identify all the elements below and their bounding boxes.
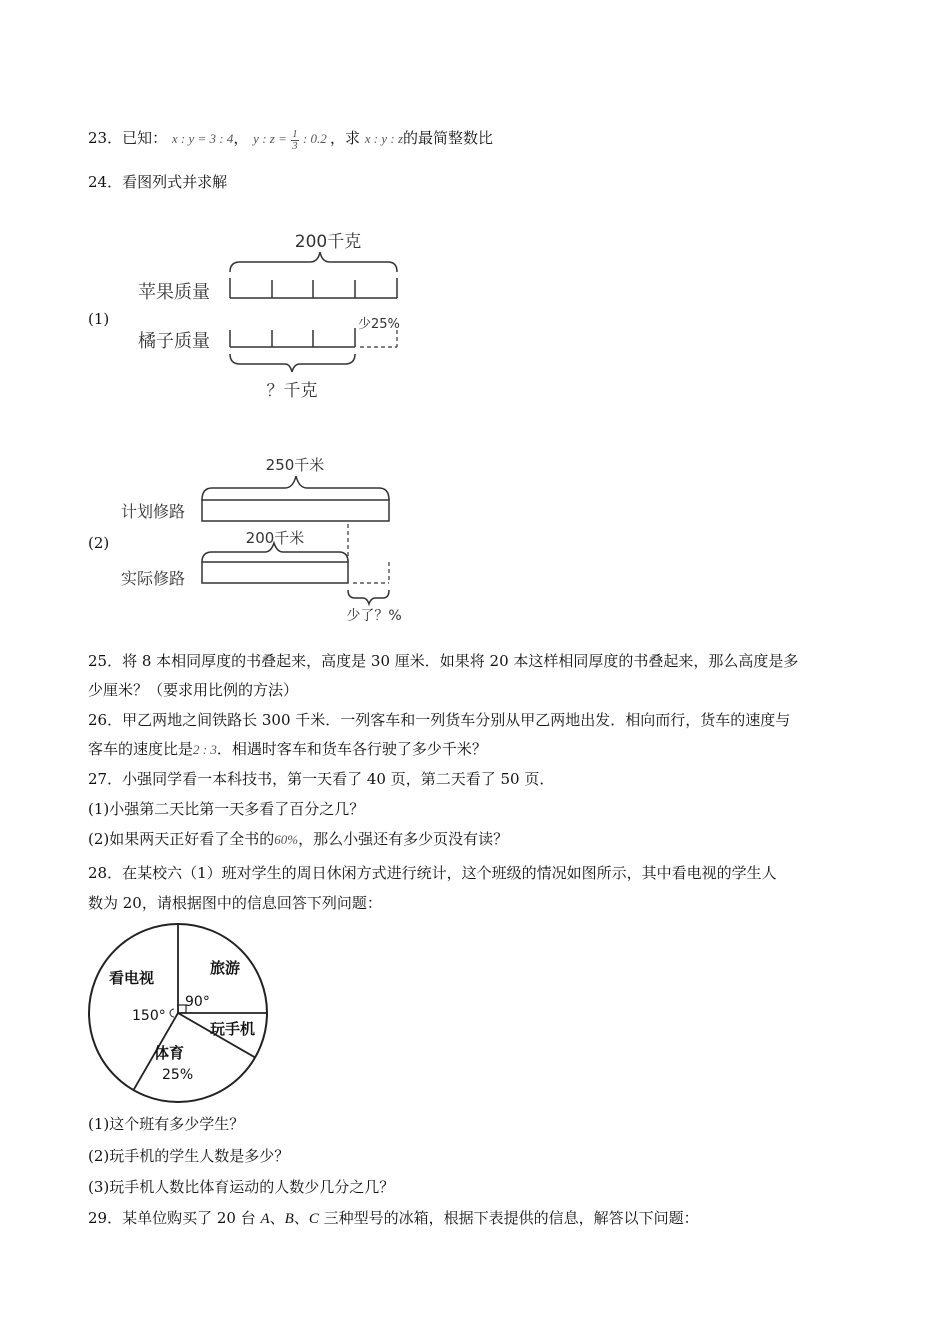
pie-value-1: 150° [132,1008,166,1024]
pie-label-1: 看电视 [109,969,155,987]
pie-label-2: 旅游 [210,959,241,977]
speed-ratio: 2 : 3 [193,742,217,757]
bottom-brace [230,354,355,372]
road-diagram [115,450,415,630]
less-25-label: 少25% [358,317,400,332]
shortfall-brace [348,590,389,604]
orange-mass-label: ？千克 [266,381,318,401]
pie-label-3: 玩手机 [210,1020,256,1038]
pie-value-4: 25% [162,1067,194,1083]
orange-missing-segment [360,330,397,347]
question-26-line-2: 客车的速度比是2 : 3．相遇时客车和货车各行驶了多少千米？ [88,740,487,758]
question-25-line-2: 少厘米？（要求用比例的方法） [88,681,299,699]
question-28-sub-3: (3)玩手机人数比体育运动的人数少几分之几？ [88,1178,395,1196]
question-26-line-1: 26．甲乙两地之间铁路长 300 千米．一列客车和一列货车分别从甲乙两地出发．相向而行，货车的速度与 [88,711,791,729]
planned-brace [202,476,389,500]
part-2-label: (2) [88,534,110,552]
question-28-sub-1: (1)这个班有多少学生？ [88,1115,245,1133]
apple-row-label: 苹果质量 [138,282,210,303]
pie-value-2: 90° [185,994,210,1010]
orange-row-label: 橘子质量 [138,331,210,352]
angle-arc-marker [170,1009,174,1017]
part-1-label: (1) [88,310,110,328]
question-24: 24．看图列式并求解 [88,173,228,191]
ratio-x-y: x : y = 3 : 4 [171,131,234,146]
orange-bar [230,328,355,347]
question-28-line-1: 28．在某校六（1）班对学生的周日休闲方式进行统计，这个班级的情况如图所示，其中看电视的学生人 [88,864,777,882]
question-28-line-2: 数为 20，请根据图中的信息回答下列问题： [88,894,382,912]
actual-done-label: 200千米 [245,529,305,547]
planned-total-label: 250千米 [265,456,325,474]
top-brace [230,252,397,272]
planned-row-label: 计划修路 [121,502,186,521]
apple-total-label: 200千克 [294,232,362,252]
actual-brace [202,543,348,562]
shortfall-label: 少了？% [346,608,402,624]
percent-60: 60% [274,832,299,847]
question-25-line-1: 25．将 8 本相同厚度的书叠起来，高度是 30 厘米．如果将 20 本这样相同厚度的书叠起来，那么高度是多 [88,652,799,670]
shortfall-segment [348,524,389,583]
apple-orange-diagram [120,220,420,410]
fraction-one-third: $\frac{1}{3}$ [292,127,298,152]
planned-bar [202,500,389,521]
actual-row-label: 实际修路 [121,569,186,588]
question-29: 29．某单位购买了 20 台 A、B、C 三种型号的冰箱，根据下表提供的信息，解答以下问题： [88,1209,699,1227]
question-27-sub-1: (1)小强第二天比第一天多看了百分之几？ [88,800,365,818]
pie-chart [82,918,272,1108]
question-27-sub-2: (2)如果两天正好看了全书的60%，那么小强还有多少页没有读？ [88,830,509,848]
apple-bar [230,278,397,298]
ratio-y-z: y : z = $\frac{1}{3}$ : 0.2 [253,127,327,152]
actual-bar [202,562,348,583]
pie-label-4: 体育 [154,1044,185,1062]
question-23: 23．已知： x : y = 3 : 4， y : z = $\frac{1}{3}$ : 0.2 ，求 x : y : z的最简整数比 [88,127,494,152]
question-28-sub-2: (2)玩手机的学生人数是多少？ [88,1147,290,1165]
question-27-line-1: 27．小强同学看一本科技书，第一天看了 40 页，第二天看了 50 页． [88,770,555,788]
ratio-x-y-z: x : y : z [364,131,404,146]
